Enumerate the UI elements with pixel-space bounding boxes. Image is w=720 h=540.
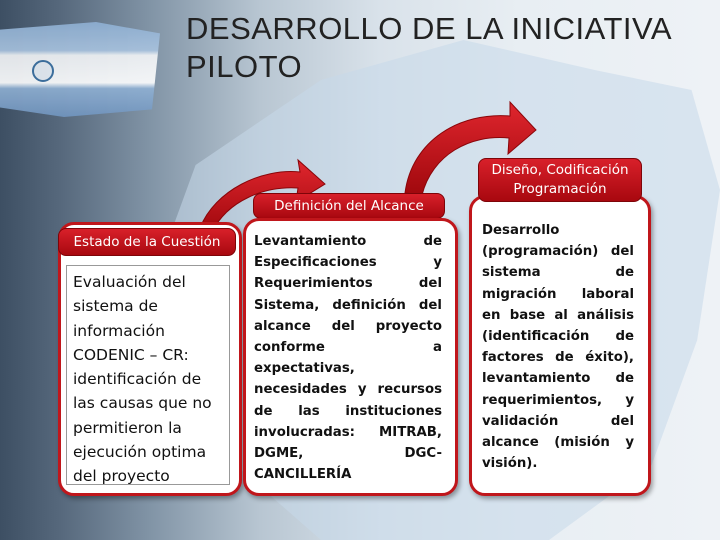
step-3-box — [469, 195, 651, 496]
slide-title-line-1: DESARROLLO DE LA INICIATIVA — [186, 11, 673, 46]
step-3-header — [478, 158, 642, 202]
step-1-content — [66, 265, 230, 485]
slide-title-line-2: PILOTO — [186, 49, 303, 84]
step-2-body: Levantamiento de Especificaciones y Requerimientos del Sistema, definición del alcance del proyecto conforme a expectativas, necesidades y recursos de las instituciones involucradas: MITRAB, DGME, DGC-CANCILLERÍA — [254, 234, 442, 483]
step-3-header-line-2: Programación — [513, 181, 607, 197]
step-2-box — [243, 218, 458, 496]
step-1-body: Evaluación del sistema de información CODENIC – CR: identificación de las causas que no permitieron la ejecución optima del proyecto — [73, 273, 212, 486]
step-1-header: Estado de la Cuestión — [58, 228, 236, 256]
step-2-header: Definición del Alcance — [253, 193, 445, 219]
step-3-header-line-1: Diseño, Codificación — [491, 162, 629, 178]
step-1-box — [58, 222, 242, 496]
step-3-body: Desarrollo (programación) del sistema de migración laboral en base al análisis (identificación de factores de éxito), levantamiento de requerimientos, y validación del alcance (misión y visión). — [482, 223, 634, 472]
